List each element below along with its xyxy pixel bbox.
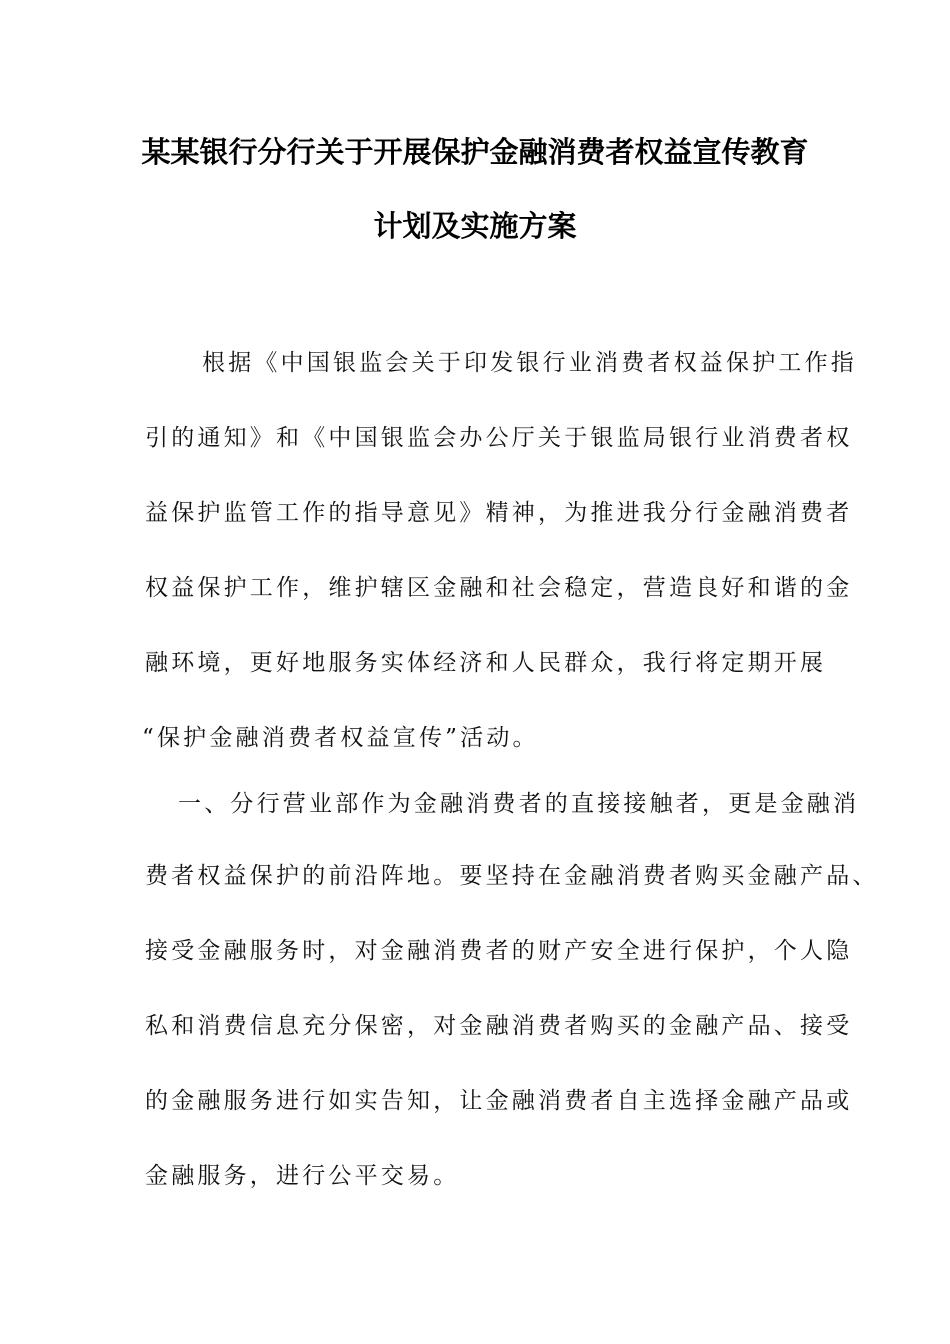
paragraph-line: 金融服务，进行公平交易。 xyxy=(145,1163,460,1189)
document-title-line-2: 计划及实施方案 xyxy=(373,209,577,243)
paragraph-line: 益保护监管工作的指导意见》精神，为推进我分行金融消费者 xyxy=(145,500,853,526)
paragraph-line: 接受金融服务时，对金融消费者的财产安全进行保护，个人隐 xyxy=(145,938,853,964)
paragraph-line: 私和消费信息充分保密，对金融消费者购买的金融产品、接受 xyxy=(145,1013,853,1039)
paragraph-line: 引的通知》和《中国银监会办公厅关于银监局银行业消费者权 xyxy=(145,425,853,451)
paragraph-line: 根据《中国银监会关于印发银行业消费者权益保护工作指 xyxy=(202,350,857,376)
paragraph-line: 的金融服务进行如实告知，让金融消费者自主选择金融产品或 xyxy=(145,1088,853,1114)
section-heading-line: 一、分行营业部作为金融消费者的直接接触者，更是金融消 xyxy=(178,791,860,817)
paragraph-line: 费者权益保护的前沿阵地。要坚持在金融消费者购买金融产品、 xyxy=(145,863,879,889)
document-title-line-1: 某某银行分行关于开展保护金融消费者权益宣传教育 xyxy=(141,135,809,169)
paragraph-line: “保护金融消费者权益宣传”活动。 xyxy=(142,725,539,751)
paragraph-line: 权益保护工作，维护辖区金融和社会稳定，营造良好和谐的金 xyxy=(145,575,853,601)
paragraph-line: 融环境，更好地服务实体经济和人民群众，我行将定期开展 xyxy=(145,650,827,676)
